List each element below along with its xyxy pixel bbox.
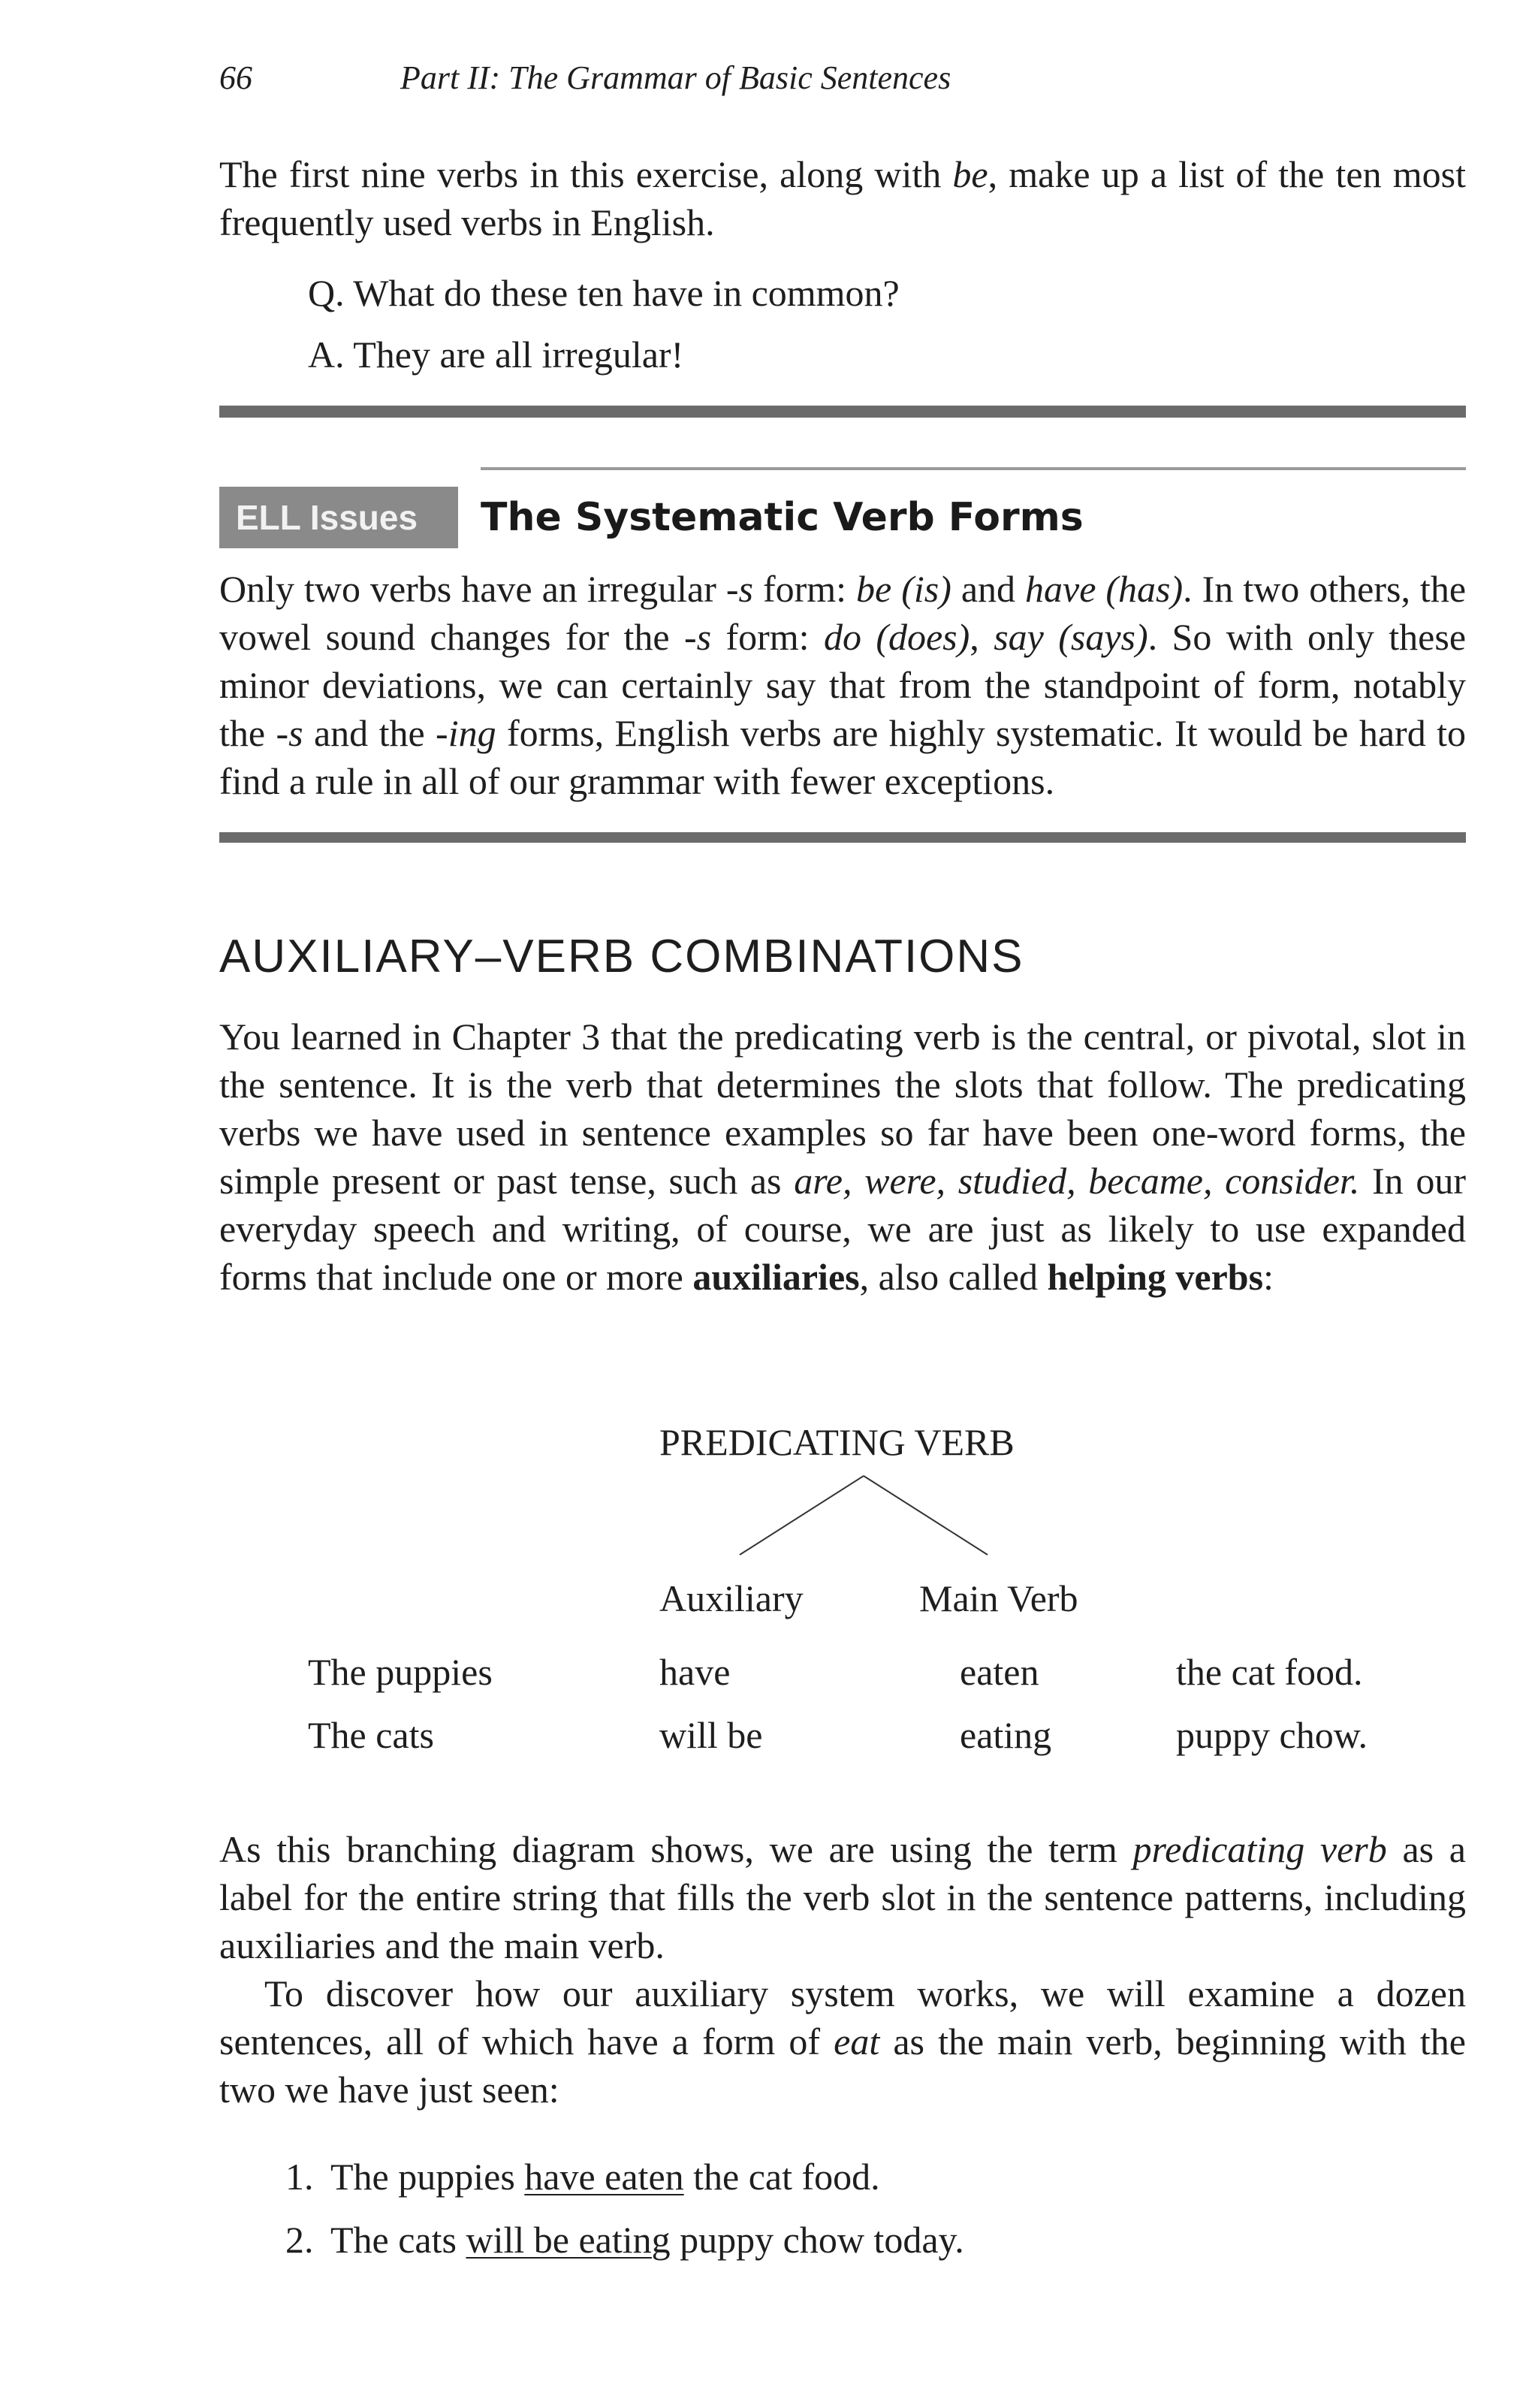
- term-predicating-verb: predicating verb: [1132, 1828, 1387, 1870]
- row1-main: eaten: [960, 1651, 1039, 1693]
- section-heading: AUXILIARY–VERB COMBINATIONS: [219, 931, 1024, 982]
- ell-italic: -s: [725, 568, 753, 610]
- ell-box-title: The Systematic Verb Forms: [481, 495, 1084, 540]
- after-paragraph-2: [219, 1969, 1466, 2114]
- ell-text: form:: [752, 568, 857, 610]
- ell-italic: -ing: [436, 712, 496, 754]
- ell-text: . So with only these minor deviations, we can certainly say that from the standpoint of form, notably the: [219, 616, 1467, 754]
- ell-bottom-rule: [219, 832, 1466, 843]
- after-text: as a label for the entire string that fills the verb slot in the sentence patterns, including auxiliaries and the main verb.: [219, 1828, 1467, 1966]
- page-number: 66: [219, 59, 252, 96]
- list-underlined-verb: will be eating: [466, 2219, 671, 2261]
- branch-lines: [721, 1468, 1006, 1566]
- section-text: :: [1263, 1256, 1274, 1298]
- intro-be: be: [952, 153, 988, 195]
- ell-title-rule: [481, 467, 1466, 470]
- ell-text: form:: [711, 616, 824, 658]
- section-text: , also called: [859, 1256, 1048, 1298]
- term-eat: eat: [834, 2020, 880, 2062]
- ell-issues-badge: ELL Issues: [219, 487, 458, 548]
- after-text: as the main verb, beginning with the two we have just seen:: [219, 2020, 1466, 2111]
- list-underlined-verb: have eaten: [524, 2156, 684, 2198]
- intro-text-2: , make up a list of the ten most frequently used verbs in English.: [219, 153, 1466, 243]
- section-text: In our everyday speech and writing, of course, we are just as likely to use expanded forms that include one or more: [219, 1160, 1466, 1298]
- ell-top-rule: [219, 406, 1466, 418]
- list-text: The puppies: [330, 2156, 525, 2198]
- running-title: Part II: The Grammar of Basic Sentences: [400, 59, 951, 96]
- list-item: [285, 2216, 964, 2264]
- ell-italic: have: [1025, 568, 1096, 610]
- diagram-top-label: PREDICATING VERB: [659, 1421, 1015, 1463]
- ell-italic: be: [856, 568, 892, 610]
- ell-text: . In two others, the vowel sound changes for the: [219, 568, 1467, 658]
- list-number: 2.: [285, 2219, 314, 2261]
- ell-box-paragraph: [219, 565, 1466, 805]
- term-auxiliaries: auxiliaries: [692, 1256, 860, 1298]
- row2-main: eating: [960, 1714, 1052, 1756]
- ell-italic: -s: [683, 616, 712, 658]
- ell-text: and the: [303, 712, 436, 754]
- ell-text: ,: [970, 616, 994, 658]
- intro-text-1: The first nine verbs in this exercise, along with: [219, 153, 953, 195]
- list-text: puppy chow today.: [670, 2219, 964, 2261]
- after-paragraph-1: [219, 1825, 1466, 1969]
- question-line: Q. What do these ten have in common?: [308, 272, 900, 314]
- list-text: The cats: [330, 2219, 466, 2261]
- row1-object: the cat food.: [1176, 1651, 1363, 1693]
- ell-text: forms, English verbs are highly systematic. It would be hard to find a rule in all of our grammar with fewer exceptions.: [219, 712, 1466, 802]
- ell-text: Only two verbs have an irregular: [219, 568, 726, 610]
- answer-line: A. They are all irregular!: [308, 333, 684, 376]
- row2-subject: The cats: [308, 1714, 434, 1756]
- ell-italic: do: [823, 616, 861, 658]
- intro-paragraph: [219, 150, 1466, 246]
- section-examples: are, were, studied, became, consider.: [794, 1160, 1360, 1202]
- section-paragraph: [219, 1012, 1466, 1301]
- ell-italic: (says): [1058, 616, 1148, 658]
- ell-italic: (has): [1105, 568, 1184, 610]
- list-text: the cat food.: [683, 2156, 880, 2198]
- section-text: You learned in Chapter 3 that the predicating verb is the central, or pivotal, slot in the sentence. It is the verb that determines the slots that follow. The predicating verbs we have used in sentence examples so far have been one-word forms, the simple present or past tense, such as: [219, 1015, 1466, 1202]
- after-text: As this branching diagram shows, we are using the term: [219, 1828, 1133, 1870]
- diagram-main-label: Main Verb: [919, 1577, 1078, 1619]
- ell-text: and: [951, 568, 1026, 610]
- list-number: 1.: [285, 2156, 314, 2198]
- diagram-aux-label: Auxiliary: [659, 1577, 804, 1619]
- ell-italic: (does): [876, 616, 970, 658]
- ell-italic: say: [994, 616, 1044, 658]
- ell-italic: -s: [276, 712, 303, 754]
- row1-subject: The puppies: [308, 1651, 493, 1693]
- term-helping-verbs: helping verbs: [1047, 1256, 1264, 1298]
- after-text: To discover how our auxiliary system works, we will examine a dozen sentences, all of which have a form of: [219, 1972, 1466, 2062]
- list-item: [285, 2153, 880, 2201]
- row2-object: puppy chow.: [1176, 1714, 1368, 1756]
- ell-italic: (is): [901, 568, 951, 610]
- row2-aux: will be: [659, 1714, 763, 1756]
- row1-aux: have: [659, 1651, 731, 1693]
